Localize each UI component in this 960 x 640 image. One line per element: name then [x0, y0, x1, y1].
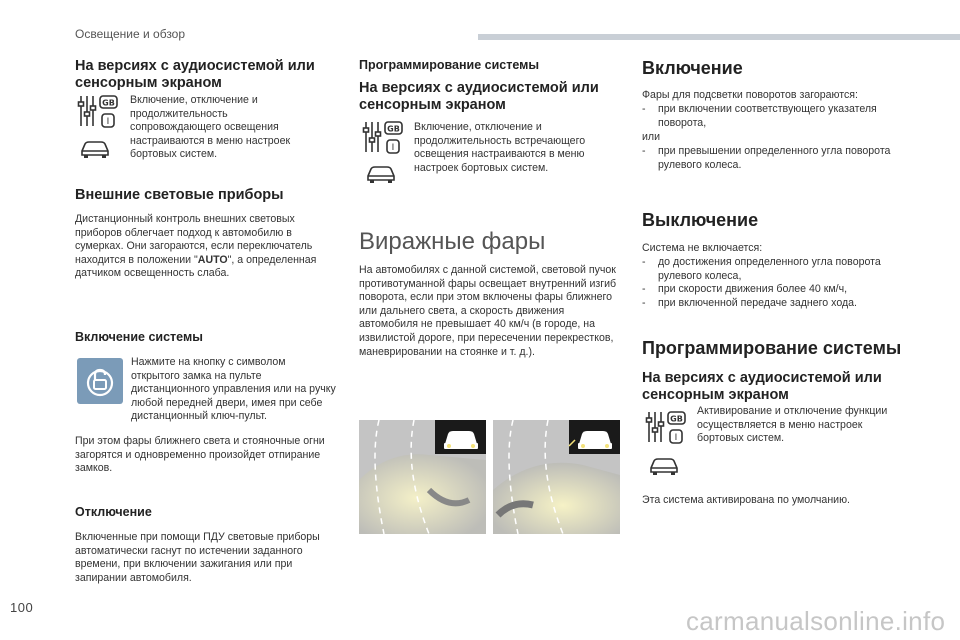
cornering-illustration-left [359, 420, 486, 534]
settings-sliders-icon [645, 410, 687, 451]
list-item: - при превышении определенного угла поворота рулевого колеса. [642, 145, 891, 171]
cornering-lights-heading: Виражные фары [359, 228, 546, 255]
off-list [642, 256, 904, 310]
svg-text:I: I [106, 117, 110, 127]
col1-audio-text: Включение, отключение и продолжительность сопровождающего освещения настраиваются в меню настроек бортовых систем. [130, 94, 291, 161]
page-number: 100 [10, 600, 34, 615]
off-intro: Система не включается: [642, 242, 763, 254]
car-icon [365, 165, 397, 188]
disable-text: Включенные при помощи ПДУ световые приборы автоматически гаснут по истечении заданного времени, при включении зажигания или при запирании автомобиля. [75, 531, 320, 584]
svg-text:GB: GB [102, 98, 115, 108]
exterior-lights-heading: Внешние световые приборы [75, 187, 284, 203]
col3-programming-heading: Программирование системы [642, 338, 902, 358]
col2-programming-heading: Программирование системы [359, 58, 540, 72]
svg-text:GB: GB [387, 124, 400, 134]
on-heading: Включение [642, 58, 743, 78]
svg-text:I: I [391, 143, 395, 153]
on-or-text: или [642, 131, 661, 143]
cornering-lights-text: На автомобилях с данной системой, световой пучок противотуманной фары освещает внутренний изгиб поворота, если при этом включены фары ближнего или дальнего света, а скорость движения автомобиля не превышает 40 км/ч (в городе, на извилистой дороге, при пересечении перекрестков, маневрировании на стоянке и т. д.). [359, 264, 617, 358]
svg-text:GB: GB [670, 414, 683, 424]
on-list-1 [642, 103, 904, 130]
list-item: - при скорости движения более 40 км/ч, [642, 283, 848, 296]
on-intro: Фары для подсветки поворотов загораются: [642, 89, 858, 101]
list-item: - при включении соответствующего указателя поворота, [642, 103, 877, 129]
col2-audio-heading: На версиях с аудиосистемой или сенсорным экраном [359, 80, 599, 113]
col2-audio-text: Включение, отключение и продолжительность встречающего освещения настраиваются в меню настроек бортовых систем. [414, 121, 586, 174]
exterior-lights-text: Дистанционный контроль внешних световых приборов облегчает подход к автомобилю в сумерках. Они загораются, если переключатель находится в положении "AUTO", а определенная датчиком освещенность слаба. [75, 213, 317, 280]
col1-audio-heading: На версиях с аудиосистемой или сенсорным экраном [75, 58, 315, 91]
car-icon [79, 140, 111, 163]
list-item: - до достижения определенного угла поворота рулевого колеса, [642, 256, 881, 282]
list-item: - при включенной передаче заднего хода. [642, 296, 857, 309]
settings-sliders-icon [362, 120, 404, 161]
settings-sliders-icon [77, 94, 119, 135]
off-heading: Выключение [642, 210, 759, 230]
enable-system-text: Нажмите на кнопку с символом открытого замка на пульте дистанционного управления или на ручку любой передней двери, имея при себе дистанционный ключ-пульт. [131, 356, 336, 423]
col3-audio-heading: На версиях с аудиосистемой или сенсорным экраном [642, 370, 882, 403]
unlock-button-icon [77, 358, 123, 404]
header-divider-bar [478, 34, 960, 40]
enable-system-heading: Включение системы [75, 330, 203, 344]
enable-system-text-2: При этом фары ближнего света и стояночные огни загорятся и одновременно произойдет отпирание замков. [75, 435, 325, 475]
svg-text:I: I [674, 433, 678, 443]
on-list-2 [642, 145, 904, 172]
cornering-illustration-right [493, 420, 620, 534]
section-header: Освещение и обзор [75, 27, 186, 41]
watermark: carmanualsonline.info [686, 606, 946, 636]
disable-heading: Отключение [75, 505, 152, 519]
default-activated-text: Эта система активирована по умолчанию. [642, 494, 850, 506]
car-icon [648, 457, 680, 480]
col3-audio-text: Активирование и отключение функции осуществляется в меню настроек бортовых систем. [697, 405, 888, 445]
